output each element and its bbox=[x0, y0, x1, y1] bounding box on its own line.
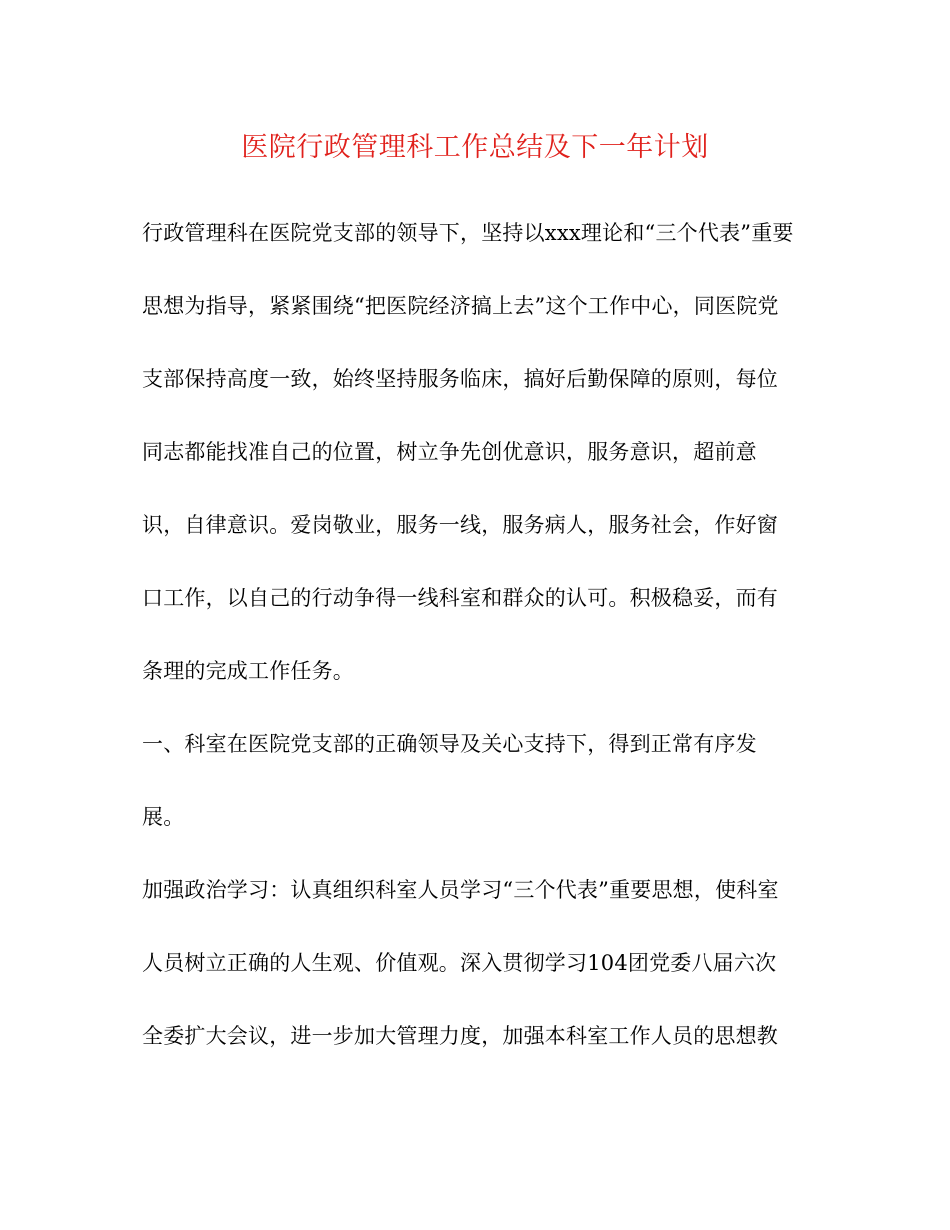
section-heading-1: 一、科室在医院党支部的正确领导及关心支持下，得到正常有序发 bbox=[142, 732, 757, 756]
section-heading-1-cont: 展。 bbox=[142, 805, 185, 829]
body-line-11: 人员树立正确的人生观、价值观。深入贯彻学习104团党委八届六次 bbox=[142, 951, 777, 975]
body-line-4: 同志都能找准自己的位置，树立争先创优意识，服务意识，超前意 bbox=[142, 440, 757, 464]
body-line-1: 行政管理科在医院党支部的领导下，坚持以xxx理论和“三个代表”重要 bbox=[142, 221, 794, 245]
body-line-3: 支部保持高度一致，始终坚持服务临床，搞好后勤保障的原则，每位 bbox=[142, 367, 778, 391]
body-line-6: 口工作，以自己的行动争得一线科室和群众的认可。积极稳妥，而有 bbox=[142, 586, 778, 610]
body-line-7: 条理的完成工作任务。 bbox=[142, 659, 354, 683]
body-line-10: 加强政治学习：认真组织科室人员学习“三个代表”重要思想，使科室 bbox=[142, 878, 779, 902]
body-line-5: 识，自律意识。爱岗敬业，服务一线，服务病人，服务社会，作好窗 bbox=[142, 513, 778, 537]
body-line-12: 全委扩大会议，进一步加大管理力度，加强本科室工作人员的思想教 bbox=[142, 1024, 778, 1048]
document-title: 医院行政管理科工作总结及下一年计划 bbox=[241, 132, 709, 163]
body-line-2: 思想为指导，紧紧围绕“把医院经济搞上去”这个工作中心，同医院党 bbox=[142, 294, 779, 318]
